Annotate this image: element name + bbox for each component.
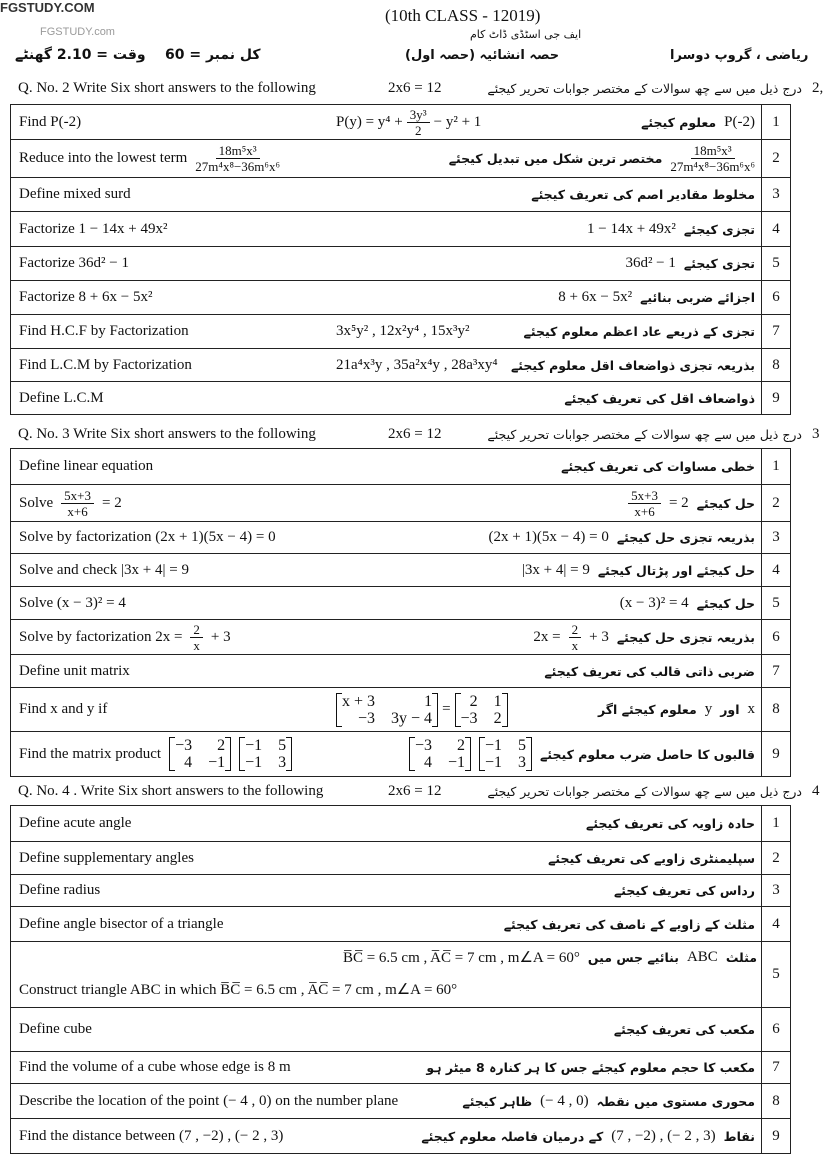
math-expression: Construct triangle ABC in which B̅C̅ = 6.5 cm , A̅C̅ = 7 cm , m∠A = 60° [19,982,458,998]
question-urdu [586,806,761,841]
matrix [239,737,292,771]
math-expression: Define unit matrix [19,662,130,679]
question-number: 2 [761,842,791,874]
urdu-text: مکعب کا حجم معلوم کیجئے جس کا ہر کنارہ 8 میٹر ہو [426,1060,755,1075]
question-number: 4 [812,782,820,799]
urdu-text: معلوم کیجئے اگر [597,702,697,717]
urdu-text: حل کیجئے [696,595,755,611]
numerator: 2 [569,622,582,638]
question-row [11,1007,791,1051]
matrix-entry: 2 [457,737,465,754]
question-number: 5 [761,942,791,1007]
math-expression: y [704,701,713,717]
question-row [11,687,791,731]
math-expression: Define angle bisector of a triangle [19,915,224,932]
question-english [11,449,561,484]
question-title-urdu: درج ذیل میں سے چھ سوالات کے مختصر جوابات تحریر کیجئے [487,80,802,96]
question-number: 2 [761,140,791,177]
question-number: 1 [761,105,791,139]
question-number: 2 [761,485,791,521]
matrix [169,737,231,771]
question-row [11,484,791,521]
urdu-text: حل کیجئے [696,495,755,511]
math-expression: Find P(-2) [19,113,82,130]
math-expression: x [747,701,755,717]
urdu-text: سپلیمنٹری زاویے کی تعریف کیجئے [548,850,755,866]
math-expression: Find the matrix product [19,745,162,762]
total-marks: کل نمبر = 60 [165,47,261,63]
matrix-entry: −1 [245,737,263,754]
question-row [11,654,791,687]
question-urdu [449,140,761,177]
matrix-entry: −1 [245,754,263,771]
question-urdu [531,178,761,211]
math-expression: Solve [19,494,54,511]
question-english [11,1084,462,1118]
urdu-site-name: ایف جی اسٹڈی ڈاٹ کام [470,28,582,41]
matrix [336,693,438,727]
question-number: 1 [761,806,791,841]
math-expression: + 3 [210,628,231,645]
question-urdu [564,382,761,414]
math-expression: Define cube [19,1021,92,1037]
matrix-entry: 1 [424,692,433,710]
math-expression: Define acute angle [19,815,132,831]
urdu-text: تجزی کیجئے [683,221,755,237]
math-expression: 1 − 14x + 49x² [586,220,676,237]
urdu-text: حل کیجئے اور پڑتال کیجئے [597,562,755,578]
matrix [479,737,532,771]
question-english [11,522,488,553]
question-number: 3 [812,425,820,442]
question-title-urdu: درج ذیل میں سے چھ سوالات کے مختصر جوابات تحریر کیجئے [487,783,802,799]
math-expression: Find x and y if [19,701,108,717]
question-title: Q. No. 4 . Write Six short answers to the following [18,782,324,799]
question-urdu [614,1008,761,1051]
question-row [11,105,791,139]
urdu-text: مختصر ترین شکل میں تبدیل کیجئے [448,151,663,166]
urdu-text: مثلث [725,950,757,965]
question-urdu [409,732,761,776]
math-expression: 2x = [533,628,561,645]
question-urdu [561,449,761,484]
matrix-entry: 4 [423,754,432,771]
math-expression: Find H.C.F by Factorization [19,323,189,339]
question-table [10,448,791,777]
math-expression: 36d² − 1 [625,255,676,271]
fraction [190,622,203,653]
question-urdu [462,1084,761,1118]
question-table [10,805,791,1154]
question-row [11,906,791,941]
question-number: 6 [761,1008,791,1051]
matrix-entry: −3 [175,737,193,754]
question-row [11,553,791,586]
question-urdu [641,105,761,139]
question-urdu [548,842,761,874]
question-number: 9 [761,1119,791,1153]
matrix-entry: 3 [278,754,287,771]
denominator: 27m⁴x⁸−36m⁶x⁶ [670,159,755,174]
question-urdu [628,485,761,521]
question-english [11,281,558,314]
question-english [11,554,522,586]
matrix-entry: 3y − 4 [391,709,433,727]
question-english [11,875,614,906]
matrix-entry: −3 [460,709,478,727]
question-row [11,586,791,619]
question-number: 5 [761,247,791,280]
math-expression: Find the volume of a cube whose edge is 8 m [19,1059,291,1075]
question-urdu [504,907,761,941]
math-expression: = [442,701,451,717]
math-expression: Solve and check |3x + 4| = 9 [19,561,189,578]
question-english [11,732,409,776]
question-urdu [558,281,761,314]
question-row [11,449,791,484]
math-expression: = 2 [102,494,122,511]
math-expression: 3x⁵y² , 12x²y⁴ , 15x³y² [336,323,470,339]
question-english [11,382,564,414]
denominator: 2 [414,122,422,138]
question-row [11,280,791,314]
urdu-text: ذواضعاف اقل کی تعریف کیجئے [564,390,755,406]
fraction [670,143,755,174]
question-number: 4 [761,212,791,246]
question-title: Q. No. 2 Write Six short answers to the following [18,79,316,96]
question-row [11,314,791,348]
urdu-text: مثلث کے زاویے کے ناصف کی تعریف کیجئے [503,916,755,932]
question-english [11,842,548,874]
math-expression: Define L.C.M [19,389,104,406]
math-expression: P(-2) [724,113,755,130]
question-english [11,806,586,841]
question-english [11,485,628,521]
question-expression [336,315,469,348]
denominator: x+6 [67,503,88,519]
question-header [18,781,830,801]
question-number: 3 [761,178,791,211]
question-row [11,806,791,841]
question-english [11,1008,614,1051]
question-number: 8 [761,688,791,731]
question-number: 7 [761,655,791,687]
question-urdu [343,948,763,967]
denominator: 27m⁴x⁸−36m⁶x⁶ [195,159,280,174]
question-english [11,655,544,687]
matrix-entry: −3 [414,737,432,754]
math-expression: (2x + 1)(5x − 4) = 0 [488,529,609,545]
question-number: 6 [761,281,791,314]
question-urdu [522,554,761,586]
site-name: FGSTUDY.COM [0,0,95,15]
question-expression [336,349,498,381]
matrix-entry: −1 [447,754,465,771]
question-number: 1 [761,449,791,484]
matrix [455,693,508,727]
math-expression: Factorize 8 + 6x − 5x² [19,289,153,305]
urdu-text: مکعب کی تعریف کیجئے [613,1022,755,1037]
matrix-entry: −1 [485,737,503,754]
math-expression: Define mixed surd [19,186,131,202]
matrix-entry: 3 [518,754,527,771]
math-expression: 8 + 6x − 5x² [558,289,633,305]
math-expression: + 3 [589,628,609,645]
question-number: 6 [761,620,791,654]
math-expression: Solve (x − 3)² = 4 [19,594,126,611]
question-header [18,424,830,444]
math-expression: Solve by factorization (2x + 1)(5x − 4) = 0 [19,529,276,545]
urdu-text: اجزائے ضربی بنائیے [640,290,755,305]
matrix-entry: 2 [493,709,502,727]
question-urdu [544,655,761,687]
urdu-text: بذریعہ تجزی حل کیجئے [616,629,755,645]
numerator: 5x+3 [61,488,94,504]
question-marks: 2x6 = 12 [388,425,442,442]
math-expression: (x − 3)² = 4 [619,594,689,611]
matrix-entry: 5 [278,737,287,754]
matrix-entry: 2 [217,737,226,754]
urdu-text: رداس کی تعریف کیجئے [613,883,755,898]
question-row [11,619,791,654]
question-english [11,587,620,619]
question-english [11,620,533,654]
math-expression: − y² + 1 [433,113,482,130]
question-number: 3 [761,875,791,906]
math-expression: Solve by factorization 2x = [19,628,183,645]
question-english [11,178,531,211]
math-expression: = 2 [668,494,689,511]
question-english [11,140,449,177]
urdu-text: تجزی کے ذریعے عاد اعظم معلوم کیجئے [523,324,755,339]
question-number: 7 [761,315,791,348]
question-number: 2, [812,79,824,96]
question-row [11,1118,791,1153]
question-header [18,78,830,98]
urdu-text: کے درمیان فاصلہ معلوم کیجئے [421,1128,604,1144]
question-row [11,211,791,246]
math-expression: Factorize 1 − 14x + 49x² [19,220,168,237]
matrix-entry: 5 [518,737,527,754]
numerator: 3y³ [407,107,430,123]
urdu-text: حادہ زاویہ کی تعریف کیجئے [586,816,755,831]
watermark: FGSTUDY.com [40,26,115,38]
question-expression [336,105,481,139]
question-row [11,521,791,553]
question-urdu [511,349,761,381]
question-row [11,941,791,1007]
question-row [11,348,791,381]
question-expression [336,688,508,731]
fraction [61,488,94,519]
denominator: x [193,637,200,653]
class-title: (10th CLASS - 12019) [385,6,541,25]
question-marks: 2x6 = 12 [388,782,442,799]
matrix-entry: x + 3 [342,692,376,710]
math-expression: Factorize 36d² − 1 [19,255,130,271]
question-number: 8 [761,1084,791,1118]
question-row [11,1083,791,1118]
question-urdu [598,688,761,731]
question-marks: 2x6 = 12 [388,79,442,96]
matrix-entry: −1 [208,754,226,771]
question-urdu [614,875,761,906]
question-row [11,246,791,280]
question-urdu [426,1052,761,1083]
urdu-text: ضربی ذاتی قالب کی تعریف کیجئے [544,663,755,679]
matrix-entry: −1 [485,754,503,771]
question-urdu [587,212,761,246]
denominator: x+6 [634,503,655,519]
urdu-text: بنائیے جس میں [587,950,679,965]
question-urdu [488,522,761,553]
math-expression: B̅C̅ = 6.5 cm , A̅C̅ = 7 cm , m∠A = 60° [342,950,580,966]
question-row [11,139,791,177]
fraction [407,107,430,138]
urdu-text: خطی مساوات کی تعریف کیجئے [561,459,755,474]
urdu-text: بذریعہ تجزی ذواضعاف اقل معلوم کیجئے [510,357,755,373]
question-row [11,1051,791,1083]
question-english [11,688,598,731]
question-english [11,105,641,139]
numerator: 2 [190,622,203,638]
urdu-text: محوری مستوی میں نقطہ [596,1093,755,1109]
question-title-urdu: درج ذیل میں سے چھ سوالات کے مختصر جوابات تحریر کیجئے [487,426,802,442]
urdu-text: تجزی کیجئے [683,256,755,271]
urdu-text: اور [720,702,740,717]
question-number: 8 [761,349,791,381]
question-number: 5 [761,587,791,619]
math-expression: |3x + 4| = 9 [521,561,590,578]
question-number: 4 [761,554,791,586]
paper-part: حصہ انشائیہ (حصہ اول) [405,48,560,63]
question-row [11,874,791,906]
urdu-text: نقاط [723,1128,755,1144]
question-english [11,212,587,246]
math-expression: Find L.C.M by Factorization [19,356,192,373]
math-expression: Find the distance between (7 , −2) , (− 2 , 3) [19,1127,284,1144]
fraction [569,622,582,653]
matrix [409,737,471,771]
math-expression: 21a⁴x³y , 35a²x⁴y , 28a³xy⁴ [336,356,498,373]
question-title: Q. No. 3 Write Six short answers to the following [18,425,316,442]
question-english [11,247,625,280]
question-row [11,177,791,211]
question-table [10,104,791,415]
urdu-text: ظاہر کیجئے [462,1093,533,1109]
question-number: 9 [761,382,791,414]
question-urdu [625,247,761,280]
math-expression: Define supplementary angles [19,849,194,866]
time-allowed: وقت = 2.10 گھنٹے [15,47,146,63]
math-expression: Define radius [19,882,101,898]
math-expression: (7 , −2) , (− 2 , 3) [611,1127,716,1144]
matrix-entry: 1 [493,692,502,710]
numerator: 18m⁵x³ [216,143,260,159]
urdu-text: مخلوط مقادیر اصم کی تعریف کیجئے [531,187,755,202]
question-urdu [533,620,761,654]
math-expression: P(y) = y⁴ + [336,113,403,130]
math-expression: Define linear equation [19,458,154,474]
math-expression: ABC [686,949,718,965]
question-english [11,1119,421,1153]
question-number: 4 [761,907,791,941]
question-row [11,841,791,874]
numerator: 18m⁵x³ [691,143,735,159]
urdu-text: معلوم کیجئے [641,114,717,130]
question-row [11,381,791,414]
math-expression: Reduce into the lowest term [19,150,188,166]
question-english [11,1052,426,1083]
question-number: 7 [761,1052,791,1083]
matrix-entry: 4 [184,754,193,771]
urdu-text: قالبوں کا حاصل ضرب معلوم کیجئے [540,746,755,762]
question-number: 3 [761,522,791,553]
math-expression: (− 4 , 0) [540,1092,589,1109]
fraction [195,143,280,174]
question-urdu [421,1119,761,1153]
urdu-text: بذریعہ تجزی حل کیجئے [616,530,755,545]
math-expression: Describe the location of the point (− 4 , 0) on the number plane [19,1092,399,1109]
matrix-entry: 2 [469,692,478,710]
matrix-entry: −3 [358,709,376,727]
question-number: 9 [761,732,791,776]
numerator: 5x+3 [628,488,661,504]
subject-group: ریاضی ، گروپ دوسرا [670,48,809,63]
question-english [11,907,504,941]
question-urdu [524,315,761,348]
fraction [628,488,661,519]
question-urdu [620,587,761,619]
denominator: x [571,637,579,653]
question-row [11,731,791,776]
